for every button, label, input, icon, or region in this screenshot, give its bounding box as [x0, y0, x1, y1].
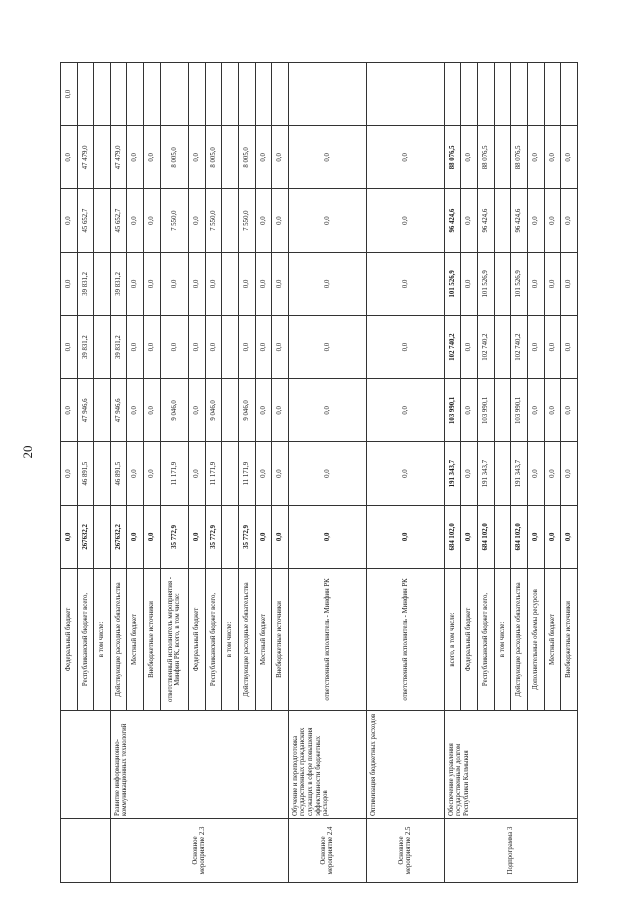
value-cell	[94, 379, 111, 442]
value-cell: 0,0	[255, 189, 272, 252]
value-cell: 47 946,6	[110, 379, 127, 442]
value-cell: 0,0	[561, 252, 578, 315]
value-cell: 0,0	[527, 379, 544, 442]
row-source-cell: всего, в том числе:	[444, 569, 461, 711]
value-cell: 0,0	[127, 505, 144, 568]
value-cell: 0,0	[544, 442, 561, 505]
value-cell: 0,0	[144, 316, 161, 379]
value-cell: 0,0	[144, 442, 161, 505]
value-cell: 35 772,9	[205, 505, 222, 568]
value-cell: 0,0	[255, 126, 272, 189]
row-code-cell: Основное мероприятие 2.5	[366, 819, 444, 883]
value-cell: 101 526,9	[444, 252, 461, 315]
row-program-cell: Обеспечение управления государственным долгом Республики Калмыкия	[444, 711, 577, 819]
value-cell: 0,0	[255, 505, 272, 568]
value-cell: 0,0	[239, 252, 256, 315]
budget-table-body	[61, 63, 578, 883]
value-cell: 0,0	[144, 189, 161, 252]
value-cell: 7 550,0	[160, 189, 189, 252]
value-cell	[222, 379, 239, 442]
value-cell: 11 171,9	[239, 442, 256, 505]
value-cell	[222, 316, 239, 379]
value-cell: 0,0	[366, 442, 444, 505]
row-source-cell: Внебюджетные источники	[144, 569, 161, 711]
value-cell: 103 990,1	[511, 379, 528, 442]
value-cell: 11 171,9	[160, 442, 189, 505]
row-source-cell: Местный бюджет	[127, 569, 144, 711]
value-cell: 9 046,0	[239, 379, 256, 442]
row-source-cell: Действующие расходные обязательства	[110, 569, 127, 711]
row-source-cell: Действующие расходные обязательства	[511, 569, 528, 711]
value-cell: 191 343,7	[511, 442, 528, 505]
value-cell: 0,0	[288, 126, 366, 189]
value-cell: 102 740,2	[511, 316, 528, 379]
value-cell	[94, 126, 111, 189]
value-cell: 0,0	[461, 379, 478, 442]
value-cell: 101 526,9	[511, 252, 528, 315]
value-cell: 47 479,0	[110, 126, 127, 189]
value-cell: 9 046,0	[205, 379, 222, 442]
value-cell: 0,0	[61, 63, 78, 126]
value-cell: 0,0	[144, 379, 161, 442]
value-cell	[494, 252, 511, 315]
value-cell: 0,0	[205, 252, 222, 315]
value-cell: 39 831,2	[77, 316, 94, 379]
value-cell: 0,0	[544, 505, 561, 568]
value-cell: 8 005,0	[239, 126, 256, 189]
row-source-cell: Республиканский бюджет всего,	[478, 569, 495, 711]
table-row	[61, 63, 78, 883]
value-cell: 0,0	[61, 316, 78, 379]
value-cell: 0,0	[144, 252, 161, 315]
value-cell	[94, 442, 111, 505]
value-cell: 0,0	[61, 505, 78, 568]
value-cell: 35 772,9	[239, 505, 256, 568]
row-code-cell: Основное мероприятие 2.3	[110, 819, 288, 883]
value-cell: 102 740,2	[478, 316, 495, 379]
value-cell: 7 550,0	[205, 189, 222, 252]
value-cell: 0,0	[61, 126, 78, 189]
value-cell	[461, 63, 478, 126]
value-cell: 191 343,7	[478, 442, 495, 505]
value-cell: 7 550,0	[239, 189, 256, 252]
row-program-cell: Оптимизация бюджетных расходов	[366, 711, 444, 819]
value-cell: 0,0	[544, 252, 561, 315]
value-cell: 0,0	[272, 379, 289, 442]
row-source-cell: Республиканский бюджет всего,	[77, 569, 94, 711]
value-cell: 0,0	[127, 316, 144, 379]
value-cell	[205, 63, 222, 126]
value-cell: 0,0	[366, 316, 444, 379]
value-cell: 0,0	[272, 252, 289, 315]
row-source-cell: Федеральный бюджет	[461, 569, 478, 711]
value-cell: 267632,2	[110, 505, 127, 568]
value-cell	[494, 189, 511, 252]
value-cell: 0,0	[527, 316, 544, 379]
value-cell	[494, 379, 511, 442]
value-cell: 0,0	[189, 189, 206, 252]
value-cell: 0,0	[127, 252, 144, 315]
value-cell: 0,0	[544, 379, 561, 442]
value-cell: 47 479,0	[77, 126, 94, 189]
value-cell: 0,0	[561, 126, 578, 189]
value-cell: 101 526,9	[478, 252, 495, 315]
rotated-table-container	[60, 63, 578, 883]
value-cell: 96 424,6	[511, 189, 528, 252]
value-cell: 0,0	[61, 189, 78, 252]
value-cell: 35 772,9	[160, 505, 189, 568]
value-cell	[255, 63, 272, 126]
row-source-cell: Внебюджетные источники	[272, 569, 289, 711]
value-cell: 0,0	[561, 442, 578, 505]
row-program-cell	[61, 711, 111, 819]
value-cell	[160, 63, 189, 126]
table-row	[288, 63, 366, 883]
value-cell: 0,0	[366, 379, 444, 442]
value-cell: 0,0	[61, 379, 78, 442]
value-cell: 684 102,0	[478, 505, 495, 568]
value-cell: 0,0	[544, 126, 561, 189]
value-cell: 0,0	[205, 316, 222, 379]
value-cell	[494, 505, 511, 568]
value-cell	[94, 505, 111, 568]
value-cell: 0,0	[544, 189, 561, 252]
value-cell: 0,0	[189, 505, 206, 568]
table-row	[366, 63, 444, 883]
value-cell: 39 831,2	[110, 316, 127, 379]
value-cell: 96 424,6	[478, 189, 495, 252]
row-code-cell	[61, 819, 111, 883]
value-cell: 0,0	[288, 316, 366, 379]
value-cell	[94, 316, 111, 379]
value-cell: 102 740,2	[444, 316, 461, 379]
value-cell	[222, 126, 239, 189]
value-cell: 0,0	[527, 126, 544, 189]
value-cell: 0,0	[189, 442, 206, 505]
value-cell: 0,0	[366, 252, 444, 315]
value-cell: 0,0	[61, 252, 78, 315]
row-code-cell: Подпрограмма 3	[444, 819, 577, 883]
value-cell: 0,0	[461, 442, 478, 505]
value-cell: 0,0	[272, 126, 289, 189]
value-cell: 684 102,0	[444, 505, 461, 568]
value-cell: 103 990,1	[478, 379, 495, 442]
budget-table	[60, 62, 578, 883]
value-cell	[478, 63, 495, 126]
row-source-cell: Местный бюджет	[544, 569, 561, 711]
row-source-cell: ответственный исполнитель мероприятия - Минфин РК, всего, в том числе:	[160, 569, 189, 711]
value-cell: 0,0	[288, 442, 366, 505]
value-cell: 0,0	[288, 505, 366, 568]
value-cell	[94, 252, 111, 315]
table-row	[444, 63, 461, 883]
value-cell: 0,0	[127, 442, 144, 505]
row-source-cell: Местный бюджет	[255, 569, 272, 711]
value-cell	[110, 63, 127, 126]
value-cell: 0,0	[272, 316, 289, 379]
value-cell: 0,0	[561, 379, 578, 442]
value-cell: 0,0	[366, 505, 444, 568]
value-cell: 39 831,2	[110, 252, 127, 315]
value-cell: 0,0	[461, 505, 478, 568]
value-cell	[222, 63, 239, 126]
value-cell: 0,0	[61, 442, 78, 505]
value-cell: 0,0	[561, 316, 578, 379]
value-cell: 191 343,7	[444, 442, 461, 505]
row-program-cell: Обучение и переподготовка государственных гражданских служащих в сфере повышения эффективности бюджетных расходов	[288, 711, 366, 819]
value-cell: 0,0	[288, 379, 366, 442]
value-cell: 46 891,5	[77, 442, 94, 505]
value-cell: 0,0	[189, 126, 206, 189]
value-cell: 0,0	[527, 252, 544, 315]
row-source-cell: Внебюджетные источники	[561, 569, 578, 711]
value-cell: 0,0	[189, 379, 206, 442]
table-row	[110, 63, 127, 883]
value-cell: 0,0	[272, 442, 289, 505]
value-cell	[444, 63, 461, 126]
value-cell	[189, 63, 206, 126]
value-cell	[494, 316, 511, 379]
value-cell: 0,0	[461, 316, 478, 379]
row-source-cell: Республиканский бюджет всего,	[205, 569, 222, 711]
value-cell	[222, 252, 239, 315]
row-source-cell: ответственный исполнитель - Минфин РК	[366, 569, 444, 711]
value-cell: 88 076,5	[444, 126, 461, 189]
value-cell: 45 652,7	[110, 189, 127, 252]
value-cell: 46 891,5	[110, 442, 127, 505]
value-cell: 0,0	[160, 252, 189, 315]
value-cell: 0,0	[527, 442, 544, 505]
value-cell: 0,0	[255, 442, 272, 505]
value-cell	[144, 63, 161, 126]
value-cell	[494, 126, 511, 189]
value-cell: 9 046,0	[160, 379, 189, 442]
value-cell	[366, 63, 444, 126]
value-cell: 0,0	[288, 252, 366, 315]
value-cell: 88 076,5	[478, 126, 495, 189]
value-cell: 0,0	[366, 189, 444, 252]
value-cell: 0,0	[160, 316, 189, 379]
row-source-cell: Федеральный бюджет	[189, 569, 206, 711]
value-cell: 0,0	[127, 379, 144, 442]
value-cell: 0,0	[127, 189, 144, 252]
value-cell	[288, 63, 366, 126]
value-cell: 88 076,5	[511, 126, 528, 189]
value-cell: 0,0	[288, 189, 366, 252]
value-cell	[222, 505, 239, 568]
page-number: 20	[20, 445, 35, 459]
value-cell: 39 831,2	[77, 252, 94, 315]
value-cell: 0,0	[272, 505, 289, 568]
value-cell	[239, 63, 256, 126]
value-cell	[272, 63, 289, 126]
value-cell	[544, 63, 561, 126]
value-cell	[127, 63, 144, 126]
row-source-cell: ответственный исполнитель - Минфин РК	[288, 569, 366, 711]
value-cell	[94, 189, 111, 252]
value-cell: 684 102,0	[511, 505, 528, 568]
row-code-cell: Основное мероприятие 2.4	[288, 819, 366, 883]
value-cell	[511, 63, 528, 126]
row-source-cell: в том числе:	[494, 569, 511, 711]
value-cell	[94, 63, 111, 126]
value-cell: 0,0	[144, 126, 161, 189]
value-cell: 0,0	[561, 189, 578, 252]
value-cell: 0,0	[189, 316, 206, 379]
value-cell	[222, 442, 239, 505]
value-cell	[222, 189, 239, 252]
value-cell: 0,0	[255, 316, 272, 379]
value-cell: 8 005,0	[205, 126, 222, 189]
value-cell	[527, 63, 544, 126]
value-cell: 0,0	[527, 505, 544, 568]
value-cell: 0,0	[544, 316, 561, 379]
value-cell: 45 652,7	[77, 189, 94, 252]
value-cell	[77, 63, 94, 126]
value-cell	[494, 442, 511, 505]
value-cell: 0,0	[461, 126, 478, 189]
value-cell: 47 946,6	[77, 379, 94, 442]
value-cell	[494, 63, 511, 126]
value-cell: 0,0	[461, 252, 478, 315]
value-cell: 267632,2	[77, 505, 94, 568]
value-cell: 0,0	[255, 252, 272, 315]
value-cell: 0,0	[189, 252, 206, 315]
value-cell	[561, 63, 578, 126]
row-source-cell: Федеральный бюджет	[61, 569, 78, 711]
value-cell: 0,0	[561, 505, 578, 568]
value-cell: 0,0	[239, 316, 256, 379]
value-cell: 0,0	[144, 505, 161, 568]
value-cell: 0,0	[461, 189, 478, 252]
value-cell: 96 424,6	[444, 189, 461, 252]
row-source-cell: в том числе:	[222, 569, 239, 711]
value-cell: 0,0	[127, 126, 144, 189]
row-source-cell: Действующие расходные обязательства	[239, 569, 256, 711]
value-cell: 0,0	[366, 126, 444, 189]
row-program-cell: Развитие информационно-коммуникационных технологий	[110, 711, 288, 819]
value-cell: 0,0	[527, 189, 544, 252]
value-cell: 103 990,1	[444, 379, 461, 442]
value-cell: 11 171,9	[205, 442, 222, 505]
value-cell: 0,0	[272, 189, 289, 252]
value-cell: 0,0	[255, 379, 272, 442]
value-cell: 8 005,0	[160, 126, 189, 189]
row-source-cell: Дополнительные объемы ресурсов	[527, 569, 544, 711]
row-source-cell: в том числе:	[94, 569, 111, 711]
